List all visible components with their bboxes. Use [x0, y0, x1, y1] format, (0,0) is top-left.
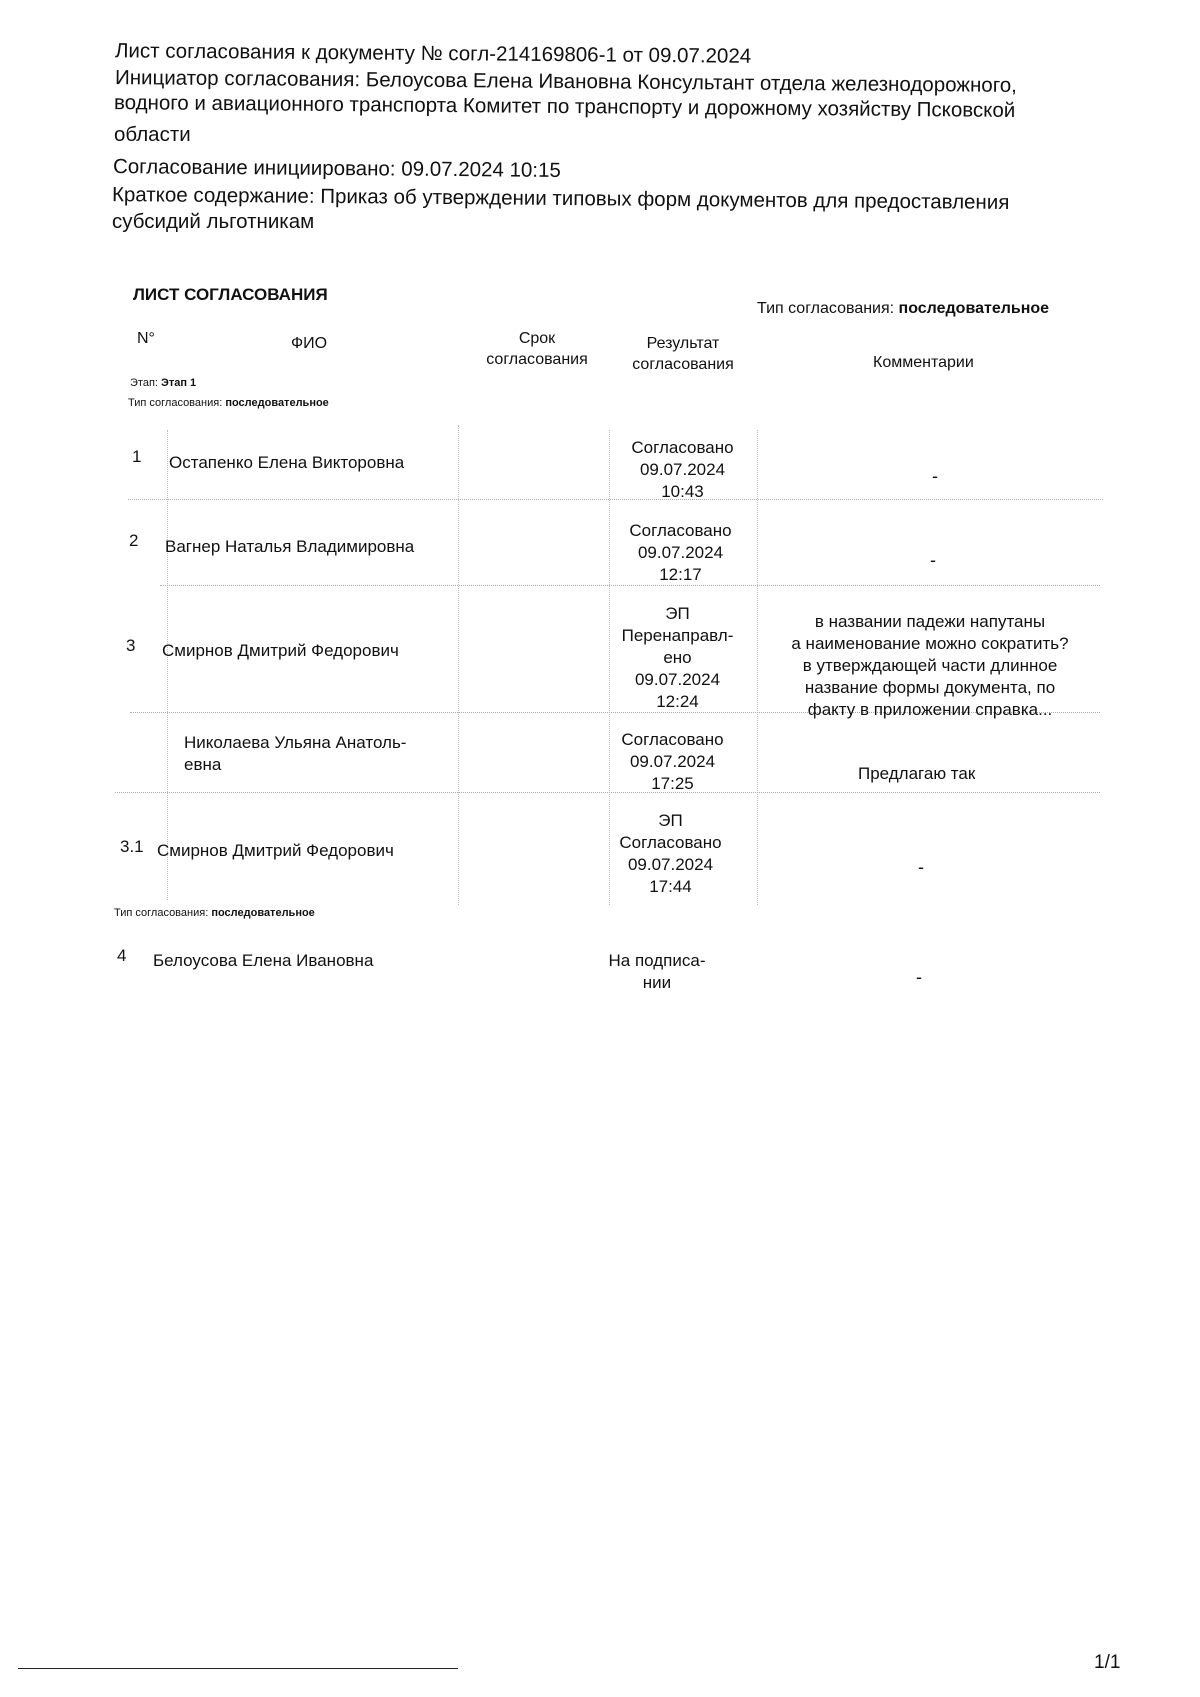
col-head-result-l1: Результат [646, 335, 720, 352]
result-line: 09.07.2024 [627, 855, 714, 874]
initiator-line-end: области [114, 123, 191, 146]
result-line: нии [642, 973, 672, 992]
row-num: 4 [117, 946, 127, 965]
row-result [600, 729, 745, 795]
summary-line-end: субсидий льготникам [112, 210, 315, 233]
stage2-type-label: Тип согласования: [114, 907, 209, 919]
footer-rule [18, 1668, 458, 1669]
name-line: евна [184, 755, 222, 774]
result-line: Согласовано [619, 833, 722, 852]
initiator-line: Инициатор согласования: Белоусова Елена Ивановна Консультант отдела железнодорожного, [114, 66, 1017, 97]
row-result [610, 437, 755, 503]
col-head-deadline-l1: Срок [518, 330, 556, 347]
row-result [605, 603, 750, 713]
initiator-line-cont: водного и авиационного транспорта Комитет по транспорту и дорожному хозяйству Псковской [113, 91, 1016, 122]
stage2-type [114, 907, 315, 919]
result-line: 09.07.2024 [629, 752, 716, 771]
col-head-result [613, 333, 753, 375]
comment-line: факту в приложении справка... [807, 700, 1053, 719]
result-line: На подписа- [608, 951, 706, 970]
grid-line [458, 425, 459, 905]
summary-line: Краткое содержание: Приказ об утверждении типовых форм документов для предоставления [111, 183, 1010, 214]
result-line: 17:25 [651, 774, 694, 793]
result-line: Согласовано [629, 521, 732, 540]
grid-line [757, 430, 758, 905]
result-line: 12:24 [656, 692, 699, 711]
row-name: Белоусова Елена Ивановна [153, 951, 374, 970]
approval-type-label: Тип согласования: [757, 300, 895, 317]
col-head-deadline-l2: согласования [486, 351, 588, 368]
comment-line: в утверждающей части длинное [802, 656, 1058, 675]
row-comment: - [916, 967, 922, 987]
row-name: Смирнов Дмитрий Федорович [162, 641, 399, 660]
result-line: Согласовано [631, 438, 734, 457]
row-name: Вагнер Наталья Владимировна [165, 537, 415, 556]
comment-line: а наименование можно сократить? [791, 634, 1069, 653]
row-comment [760, 611, 1100, 721]
name-line: Николаева Ульяна Анатоль- [184, 733, 407, 752]
row-comment: - [930, 550, 936, 570]
comment-line: название формы документа, по [804, 678, 1056, 697]
stage-type-label: Тип согласования: [128, 397, 223, 409]
sheet-title: ЛИСТ СОГЛАСОВАНИЯ [133, 285, 328, 304]
result-line: Перенаправл- [621, 626, 734, 645]
col-head-result-l2: согласования [632, 356, 734, 373]
row-result [608, 520, 753, 586]
stage-label: Этап: [130, 377, 158, 389]
row-num: 3 [126, 636, 136, 655]
approval-type [757, 300, 1049, 318]
result-line: 09.07.2024 [637, 543, 724, 562]
row-result [598, 810, 743, 898]
page-number: 1/1 [1094, 1652, 1121, 1673]
col-head-fio: ФИО [291, 335, 328, 352]
stage-type-value: последовательное [225, 397, 329, 409]
col-head-num: N° [137, 330, 155, 347]
stage-value: Этап 1 [161, 377, 197, 389]
row-comment: Предлагаю так [858, 764, 976, 783]
initiated-date: Согласование инициировано: 09.07.2024 10:15 [112, 155, 561, 182]
approval-type-value: последовательное [898, 300, 1050, 317]
stage-info [130, 377, 196, 389]
result-line: 10:43 [661, 482, 704, 501]
row-name: Остапенко Елена Викторовна [169, 453, 405, 472]
result-line: 09.07.2024 [639, 460, 726, 479]
row-num: 3.1 [120, 837, 144, 856]
row-num: 2 [129, 531, 139, 550]
result-line: 09.07.2024 [634, 670, 721, 689]
result-line: 17:44 [649, 877, 692, 896]
comment-line: в названии падежи напутаны [814, 612, 1046, 631]
row-result [592, 950, 722, 994]
stage2-type-value: последовательное [211, 907, 315, 919]
result-line: 12:17 [659, 565, 702, 584]
result-line: ЭП [665, 604, 690, 623]
col-head-comments: Комментарии [873, 354, 974, 371]
stage-type [128, 397, 329, 409]
result-line: ЭП [658, 811, 683, 830]
row-comment: - [932, 466, 938, 486]
row-comment: - [918, 857, 924, 877]
col-head-deadline [467, 328, 607, 370]
document-title: Лист согласования к документу № согл-214169806-1 от 09.07.2024 [114, 39, 752, 68]
row-name [184, 732, 406, 776]
result-line: ено [663, 648, 692, 667]
grid-line [167, 430, 168, 900]
result-line: Согласовано [621, 730, 724, 749]
row-name: Смирнов Дмитрий Федорович [157, 841, 394, 860]
row-num: 1 [132, 447, 142, 466]
